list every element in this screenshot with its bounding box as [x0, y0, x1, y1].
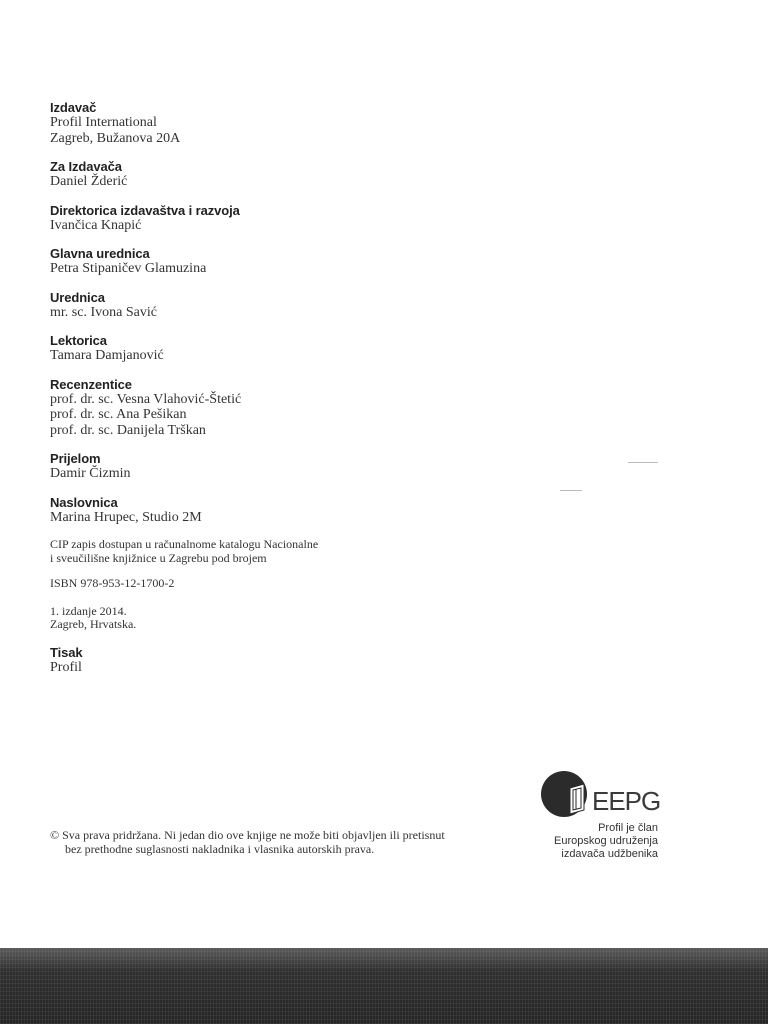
credit-value: prof. dr. sc. Vesna Vlahović-Štetić — [50, 391, 242, 407]
credit-label: Izdavač — [50, 100, 97, 115]
credit-editor — [50, 290, 470, 321]
copyright-notice — [50, 829, 520, 856]
credit-printing — [50, 645, 470, 676]
cip-line: CIP zapis dostupan u računalnome katalogu Nacionalne — [50, 537, 319, 551]
credit-value: Zagreb, Bužanova 20A — [50, 130, 181, 146]
credit-proofreader — [50, 333, 470, 364]
credit-value: Marina Hrupec, Studio 2M — [50, 509, 202, 525]
credit-cover — [50, 495, 470, 526]
copyright-line: bez prethodne suglasnosti nakladnika i vlasnika autorskih prava. — [65, 841, 375, 856]
credit-value: prof. dr. sc. Danijela Trškan — [50, 422, 206, 438]
credit-value: mr. sc. Ivona Savić — [50, 304, 157, 320]
isbn: ISBN 978-953-12-1700-2 — [50, 576, 175, 590]
credit-editor-in-chief — [50, 246, 470, 277]
credit-label: Lektorica — [50, 333, 107, 348]
credit-label: Naslovnica — [50, 494, 118, 510]
eepg-logo-icon — [540, 770, 660, 820]
credit-for-publisher — [50, 159, 470, 190]
credit-value: Tamara Damjanović — [50, 348, 164, 363]
edition-line: Zagreb, Hrvatska. — [50, 617, 137, 631]
credit-label: Urednica — [50, 289, 105, 305]
credit-value: prof. dr. sc. Ana Pešikan — [50, 407, 187, 422]
member-line: Profil je član — [598, 822, 658, 834]
credit-label: Glavna urednica — [50, 246, 150, 261]
credit-label: Prijelom — [50, 451, 101, 466]
edition-info — [50, 605, 470, 632]
credit-label: Direktorica izdavaštva i razvoja — [50, 202, 240, 218]
eepg-membership — [540, 770, 665, 861]
credit-value: Damir Čizmin — [50, 466, 131, 481]
edition-line: 1. izdanje 2014. — [50, 603, 127, 618]
cip-line: i sveučilišne knjižnice u Zagrebu pod brojem — [50, 550, 267, 565]
credit-value: Profil — [50, 659, 82, 675]
credit-label: Tisak — [50, 644, 83, 660]
credit-value: Profil International — [50, 115, 157, 130]
member-line: Europskog udruženja — [554, 835, 658, 847]
credit-publishing-director — [50, 203, 470, 234]
copyright-line: © Sva prava pridržana. Ni jedan dio ove knjige ne može biti objavljen ili pretisnut — [50, 828, 445, 842]
credit-publisher — [50, 100, 470, 146]
scan-speck — [628, 462, 658, 463]
credits-list — [50, 100, 470, 675]
scan-speck — [560, 490, 582, 491]
credit-label: Za Izdavača — [50, 159, 122, 174]
credit-reviewers — [50, 377, 470, 439]
credit-label: Recenzentice — [50, 376, 132, 392]
member-line: izdavača udžbenika — [561, 848, 658, 860]
credit-layout — [50, 451, 470, 482]
scan-edge-strip — [0, 948, 768, 1024]
credit-value: Petra Stipaničev Glamuzina — [50, 261, 207, 276]
credit-value: Daniel Žderić — [50, 174, 128, 189]
cip-note — [50, 538, 470, 565]
eepg-member-text — [540, 822, 658, 861]
credit-value: Ivančica Knapić — [50, 217, 142, 233]
eepg-logo-text: EEPG — [592, 786, 660, 816]
